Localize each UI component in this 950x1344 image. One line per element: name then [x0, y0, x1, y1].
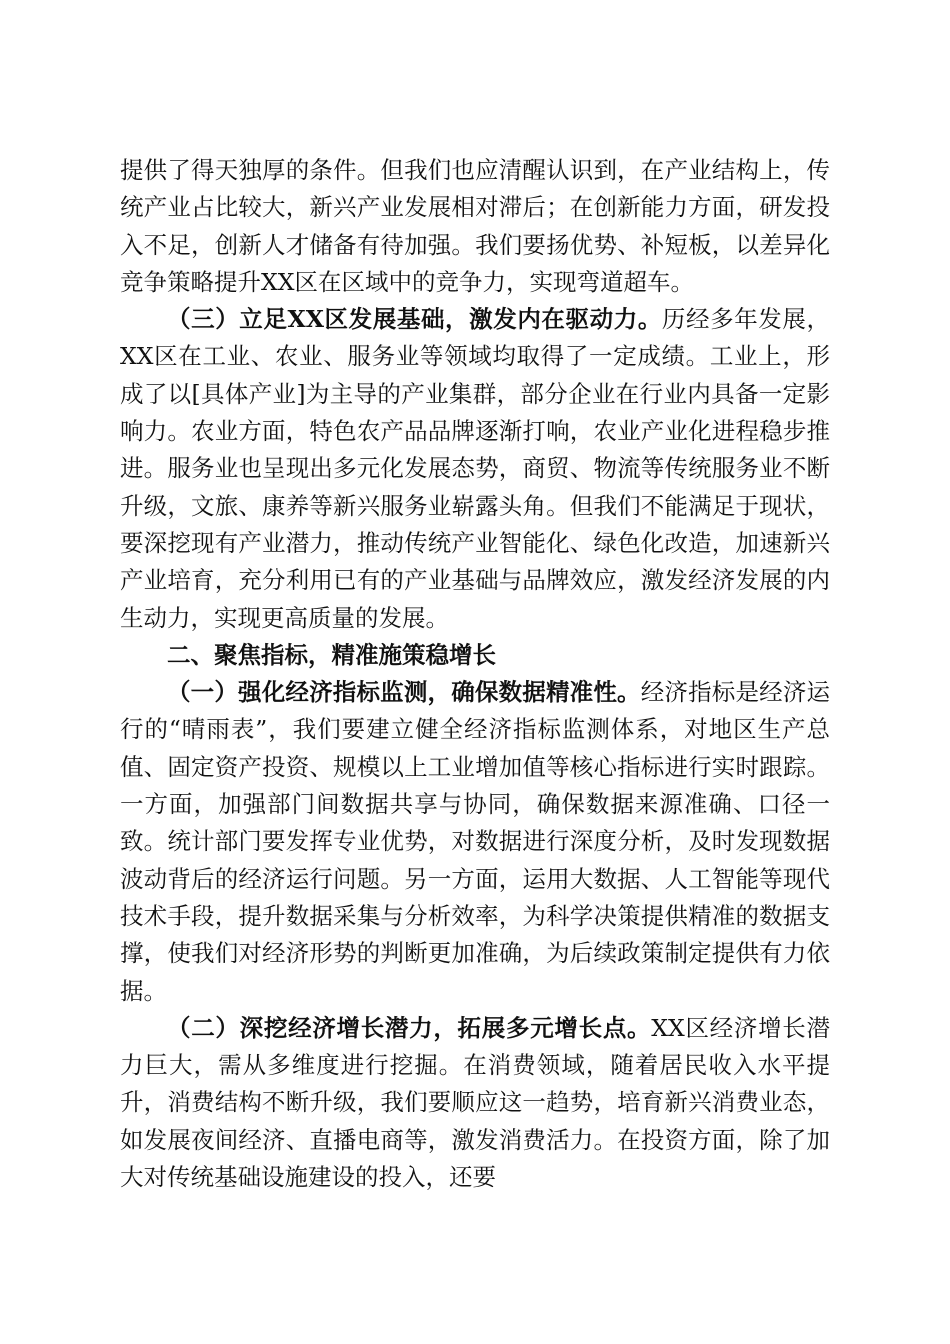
paragraph-subsection-1 [120, 674, 830, 1010]
paragraph-continued [120, 152, 830, 301]
paragraph-text: 提供了得天独厚的条件。但我们也应清醒认识到，在产业结构上，传统产业占比较大，新兴产业发展相对滞后；在创新能力方面，研发投入不足，创新人才储备有待加强。我们要扬优势、补短板，以差异化竞争策略提升XX区在区域中的竞争力，实现弯道超车。 [120, 156, 830, 296]
section-heading: 二、聚焦指标，精准施策稳增长 [167, 640, 496, 669]
subsection-lead: （三）立足XX区发展基础，激发内在驱动力。 [167, 305, 662, 334]
paragraph-text: 经济指标是经济运行的“晴雨表”，我们要建立健全经济指标监测体系，对地区生产总值、固定资产投资、规模以上工业增加值等核心指标进行实时跟踪。一方面，加强部门间数据共享与协同，确保数据来源准确、口径一致。统计部门要发挥专业优势，对数据进行深度分析，及时发现数据波动背后的经济运行问题。另一方面，运用大数据、人工智能等现代技术手段，提升数据采集与分析效率，为科学决策提供精准的数据支撑，使我们对经济形势的判断更加准确，为后续政策制定提供有力依据。 [120, 678, 830, 1005]
subsection-lead: （一）强化经济指标监测，确保数据精准性。 [167, 678, 641, 707]
paragraph-subsection-3 [120, 301, 830, 637]
paragraph-text: XX区经济增长潜力巨大，需从多维度进行挖掘。在消费领域，随着居民收入水平提升，消费结构不断升级，我们要顺应这一趋势，培育新兴消费业态，如发展夜间经济、直播电商等，激发消费活力。在投资方面，除了加大对传统基础设施建设的投入，还要 [120, 1013, 831, 1192]
paragraph-subsection-2 [120, 1010, 830, 1196]
paragraph-text: 历经多年发展，XX区在工业、农业、服务业等领域均取得了一定成绩。工业上，形成了以[具体产业]为主导的产业集群，部分企业在行业内具备一定影响力。农业方面，特色农产品品牌逐渐打响，农业产业化进程稳步推进。服务业也呈现出多元化发展态势，商贸、物流等传统服务业不断升级，文旅、康养等新兴服务业崭露头角。但我们不能满足于现状，要深挖现有产业潜力，推动传统产业智能化、绿色化改造，加速新兴产业培育，充分利用已有的产业基础与品牌效应，激发经济发展的内生动力，实现更高质量的发展。 [120, 305, 831, 632]
document-body [120, 152, 830, 1196]
subsection-lead: （二）深挖经济增长潜力，拓展多元增长点。 [167, 1013, 652, 1042]
